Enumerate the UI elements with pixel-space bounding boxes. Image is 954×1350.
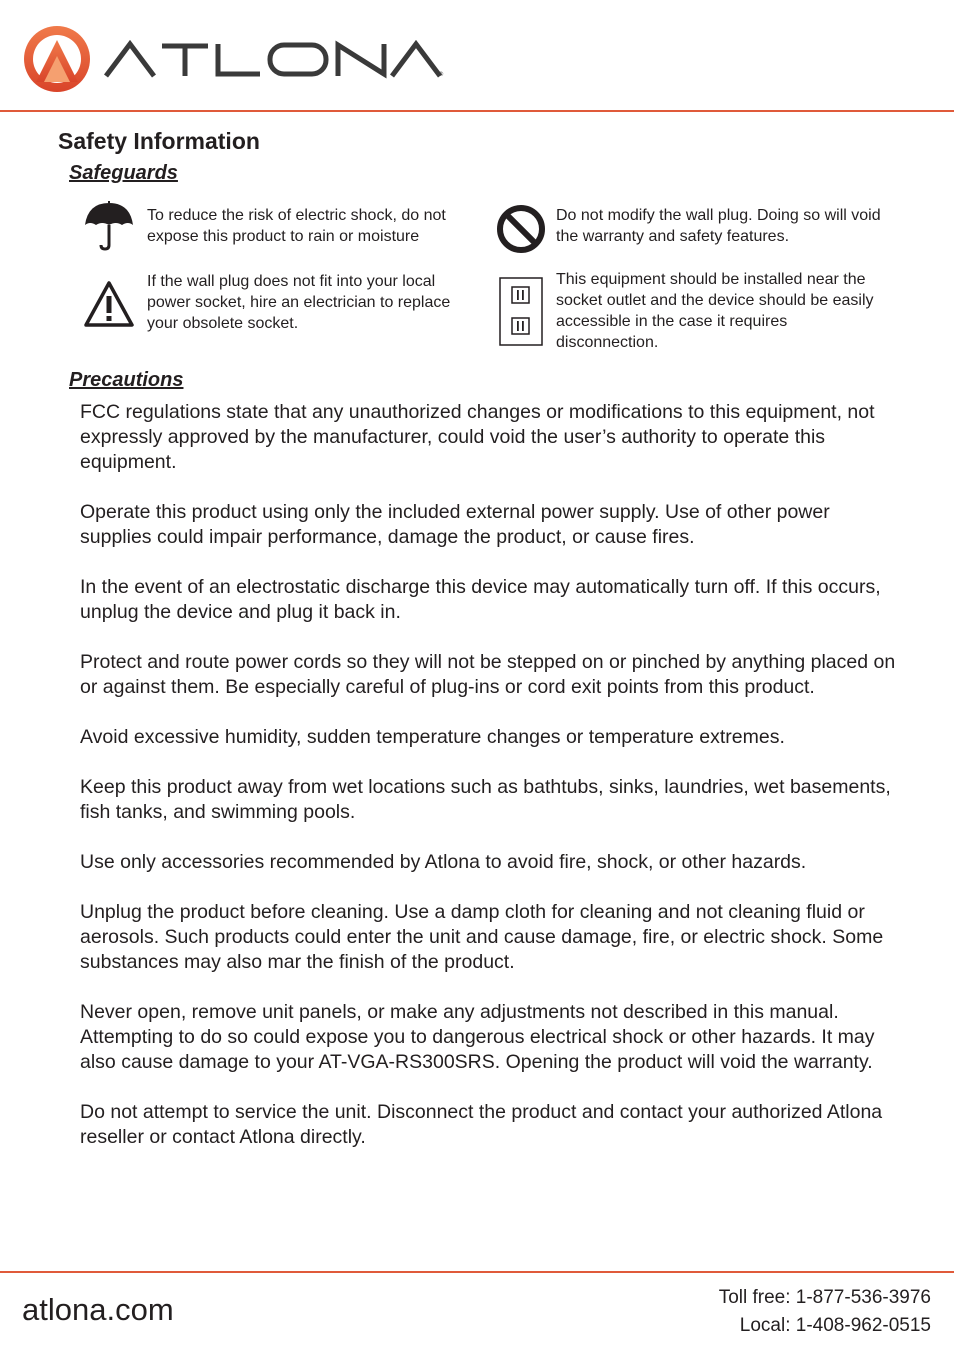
precaution-paragraph: Avoid excessive humidity, sudden temperature changes or temperature extremes. — [80, 726, 785, 748]
safeguard-text-rain: To reduce the risk of electric shock, do not expose this product to rain or moisture — [147, 207, 446, 245]
precaution-paragraph: Keep this product away from wet locations such as bathtubs, sinks, laundries, wet basements, fish tanks, and swimming pools. — [80, 776, 891, 823]
page-header — [0, 0, 954, 112]
atlona-wordmark — [104, 40, 444, 80]
local-number: Local: 1-408-962-0515 — [739, 1315, 931, 1336]
safeguards-heading: Safeguards — [69, 162, 178, 184]
precaution-paragraph: Use only accessories recommended by Atlona to avoid fire, shock, or other hazards. — [80, 851, 807, 873]
contact-info — [719, 1284, 931, 1340]
precaution-paragraph: FCC regulations state that any unauthorized changes or modifications to this equipment, not expressly approved by the manufacturer, could void the user’s authority to operate this equipment. — [80, 401, 875, 473]
safeguard-text-plug: Do not modify the wall plug. Doing so will void the warranty and safety features. — [556, 207, 881, 245]
precaution-paragraph: Protect and route power cords so they will not be stepped on or pinched by anything placed on or against them. Be especially careful of plug-ins or cord exit points from this product. — [80, 651, 896, 698]
prohibited-icon — [496, 204, 546, 254]
header-divider — [0, 110, 954, 112]
umbrella-icon — [84, 201, 134, 251]
precaution-paragraph: Do not attempt to service the unit. Disconnect the product and contact your authorized Atlona reseller or contact Atlona directly. — [80, 1101, 883, 1148]
atlona-logo-mark-icon — [22, 24, 92, 94]
page-title: Safety Information — [58, 128, 260, 154]
safeguard-text-outlet: This equipment should be installed near the socket outlet and the device should be easily accessible in the case it requires disconnection. — [556, 271, 874, 351]
toll-free-number: Toll free: 1-877-536-3976 — [718, 1287, 931, 1308]
precaution-paragraph: Operate this product using only the included external power supply. Use of other power supplies could impair performance, damage the product, or cause fires. — [80, 501, 830, 548]
precaution-paragraph: In the event of an electrostatic discharge this device may automatically turn off. If this occurs, unplug the device and plug it back in. — [80, 576, 881, 623]
safeguard-text-socket: If the wall plug does not fit into your local power socket, hire an electrician to replace your obsolete socket. — [147, 273, 451, 332]
footer-divider — [0, 1271, 954, 1273]
warning-triangle-icon — [83, 280, 135, 328]
svg-text:®: ® — [438, 71, 444, 78]
website-link[interactable]: atlona.com — [22, 1292, 174, 1327]
precaution-paragraph: Never open, remove unit panels, or make any adjustments not described in this manual. Attempting to do so could expose you to dangerous electrical shock or other hazards. It may also cause damage to your AT-VGA-RS300SRS. Opening the product will void the warranty. — [80, 1001, 875, 1073]
wall-outlet-icon — [499, 277, 543, 346]
precautions-list — [80, 400, 900, 1175]
precautions-heading: Precautions — [69, 369, 184, 391]
precaution-paragraph: Unplug the product before cleaning. Use a damp cloth for cleaning and not cleaning fluid or aerosols. Such products could enter the unit and cause damage, fire, or electric shock. Some substances may also mar the finish of the product. — [80, 901, 884, 973]
